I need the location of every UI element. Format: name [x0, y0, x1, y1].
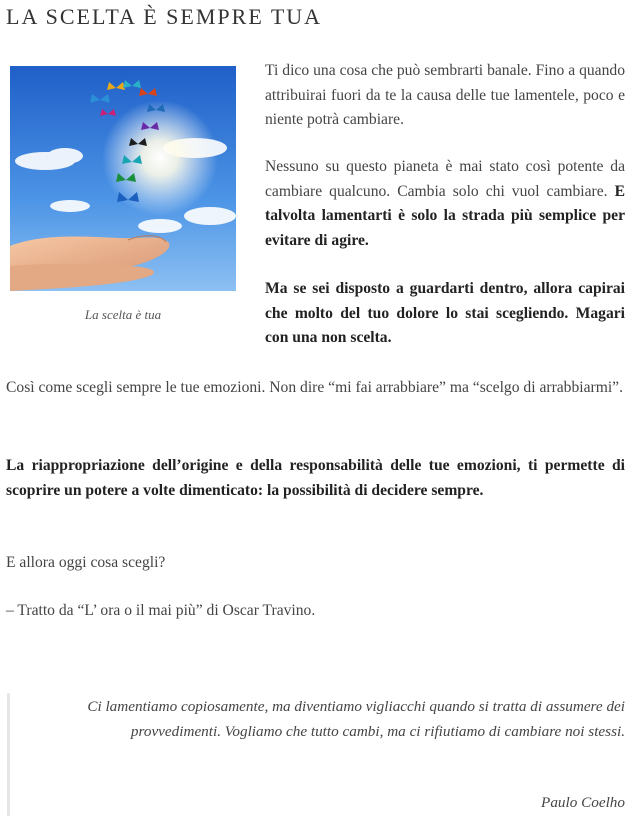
- blockquote-author: Paulo Coelho: [541, 794, 625, 811]
- image-caption: La scelta è tua: [84, 307, 162, 322]
- paragraph-2: [265, 155, 625, 253]
- source-credit: – Tratto da “L’ ora o il mai più” di Oscar Travino.: [6, 602, 316, 619]
- paragraph-3-bold: Ma se sei disposto a guardarti dentro, allora capirai che molto del tuo dolore lo stai scegliendo. Magari con una non scelta.: [265, 280, 625, 346]
- paragraph-6: E allora oggi cosa scegli?: [6, 554, 166, 571]
- page-title: LA SCELTA È SEMPRE TUA: [6, 4, 323, 29]
- paragraph-2-bold: E talvolta lamentarti è solo la strada più semplice per evitare di agire.: [265, 182, 625, 249]
- blockquote-border: [7, 693, 10, 816]
- paragraph-2-text: Nessuno su questo pianeta è mai stato così potente da cambiare qualcuno. Cambia solo chi vuol cambiare.: [265, 158, 625, 200]
- blockquote-text: Ci lamentiamo copiosamente, ma diventiamo vigliacchi quando si tratta di assumere dei provvedimenti. Vogliamo che tutto cambi, ma ci rifiutiamo di cambiare noi stessi.: [87, 698, 625, 740]
- hands-butterflies-photo: [10, 66, 236, 291]
- article-figure: [10, 66, 236, 323]
- paragraph-1: Ti dico una cosa che può sembrarti banale. Fino a quando attribuirai fuori da te la causa delle tue lamentele, poco e niente potrà cambiare.: [265, 62, 625, 128]
- paragraph-4: Così come scegli sempre le tue emozioni. Non dire “mi fai arrabbiare” ma “scelgo di arrabbiarmi”.: [6, 379, 624, 396]
- paragraph-5-bold: La riappropriazione dell’origine e della responsabilità delle tue emozioni, ti permette di scoprire un potere a volte dimenticato: la possibilità di decidere sempre.: [6, 457, 625, 499]
- paragraph-3: [265, 277, 625, 351]
- paragraph-5: [6, 454, 625, 503]
